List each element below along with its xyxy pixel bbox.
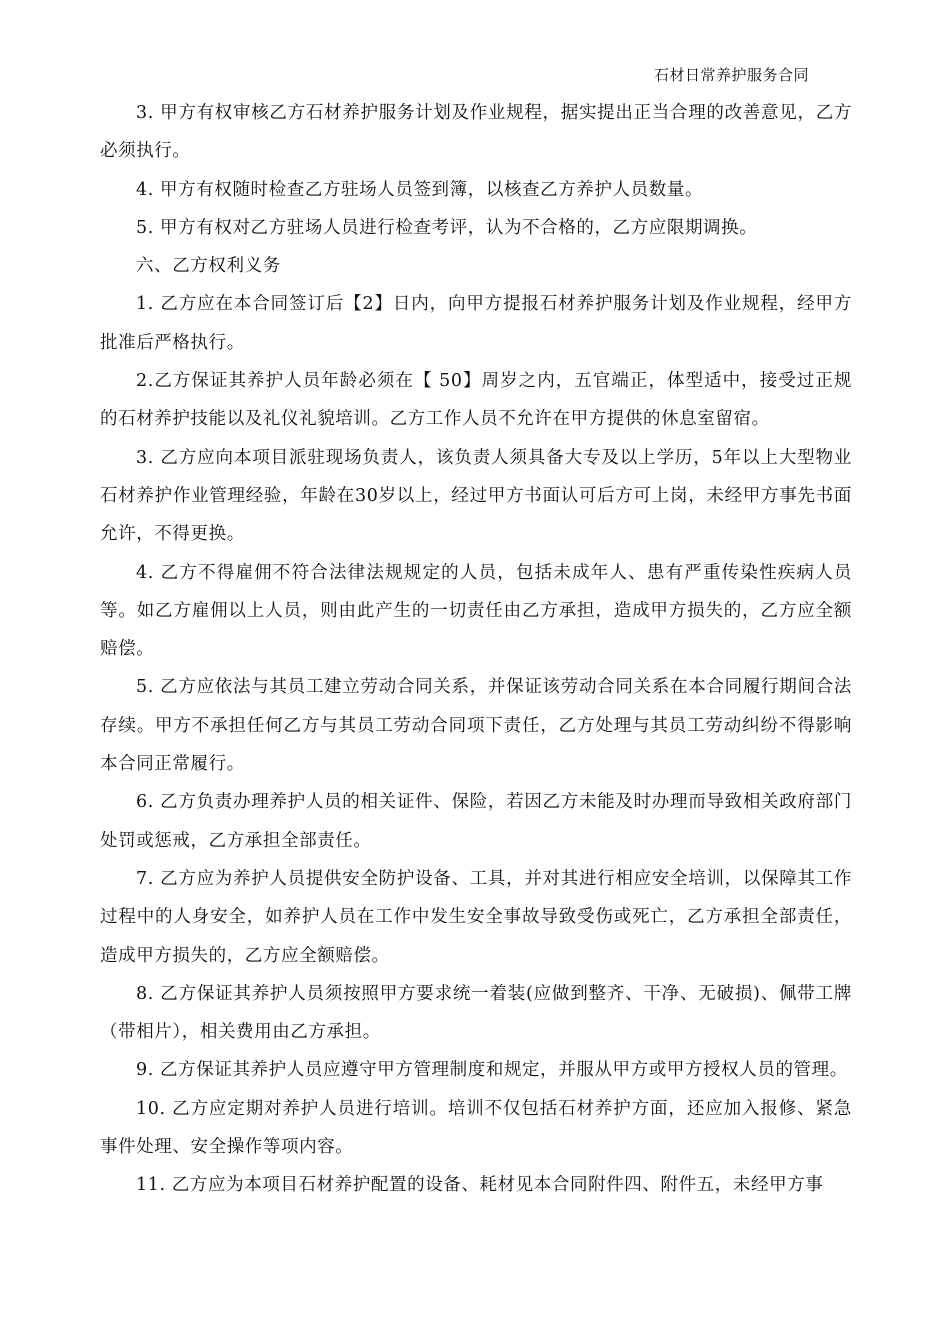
- clause-6-4: 4. 乙方不得雇佣不符合法律法规规定的人员，包括未成年人、患有严重传染性疾病人员等。如乙方雇佣以上人员，则由此产生的一切责任由乙方承担，造成甲方损失的，乙方应全额赔偿。: [100, 562, 852, 660]
- clause-6-9: 9. 乙方保证其养护人员应遵守甲方管理制度和规定，并服从甲方或甲方授权人员的管理。: [136, 1060, 848, 1081]
- clause-5-4: 4. 甲方有权随时检查乙方驻场人员签到簿，以核查乙方养护人员数量。: [136, 179, 704, 200]
- clause-6-3: 3. 乙方应向本项目派驻现场负责人，该负责人须具备大专及以上学历，5年以上大型物业石材养护作业管理经验，年龄在30岁以上，经过甲方书面认可后方可上岗，未经甲方事先书面允许，不得更换。: [100, 447, 852, 545]
- clause-6-6: 6. 乙方负责办理养护人员的相关证件、保险，若因乙方未能及时办理而导致相关政府部门处罚或惩戒，乙方承担全部责任。: [100, 792, 852, 851]
- clause-6-10: 10. 乙方应定期对养护人员进行培训。培训不仅包括石材养护方面，还应加入报修、紧急事件处理、安全操作等项内容。: [100, 1098, 852, 1158]
- clause-6-7: 7. 乙方应为养护人员提供安全防护设备、工具，并对其进行相应安全培训，以保障其工作过程中的人身安全，如养护人员在工作中发生安全事故导致受伤或死亡，乙方承担全部责任，造成甲方损失的，乙方应全额赔偿。: [100, 868, 852, 966]
- running-header-title: 石材日常养护服务合同: [653, 66, 809, 84]
- body-text: [100, 94, 852, 1205]
- clause-5-5: 5. 甲方有权对乙方驻场人员进行检查考评，认为不合格的，乙方应限期调换。: [136, 217, 758, 238]
- clause-6-8: 8. 乙方保证其养护人员须按照甲方要求统一着装(应做到整齐、干净、无破损)、佩带工牌（带相片），相关费用由乙方承担。: [100, 983, 852, 1043]
- clause-6-5: 5. 乙方应依法与其员工建立劳动合同关系，并保证该劳动合同关系在本合同履行期间合法存续。甲方不承担任何乙方与其员工劳动合同项下责任，乙方处理与其员工劳动纠纷不得影响本合同正常履行。: [100, 677, 852, 775]
- clause-5-3: 3. 甲方有权审核乙方石材养护服务计划及作业规程，据实提出正当合理的改善意见，乙方必须执行。: [100, 103, 852, 162]
- section-heading-6: 六、乙方权利义务: [136, 256, 281, 277]
- clause-6-1: 1. 乙方应在本合同签订后【2】日内，向甲方提报石材养护服务计划及作业规程，经甲方批准后严格执行。: [100, 294, 852, 353]
- clause-6-2: 2.乙方保证其养护人员年龄必须在【 50】周岁之内，五官端正，体型适中，接受过正规的石材养护技能以及礼仪礼貌培训。乙方工作人员不允许在甲方提供的休息室留宿。: [100, 371, 852, 430]
- clause-6-11: 11. 乙方应为本项目石材养护配置的设备、耗材见本合同附件四、附件五，未经甲方事: [136, 1175, 824, 1196]
